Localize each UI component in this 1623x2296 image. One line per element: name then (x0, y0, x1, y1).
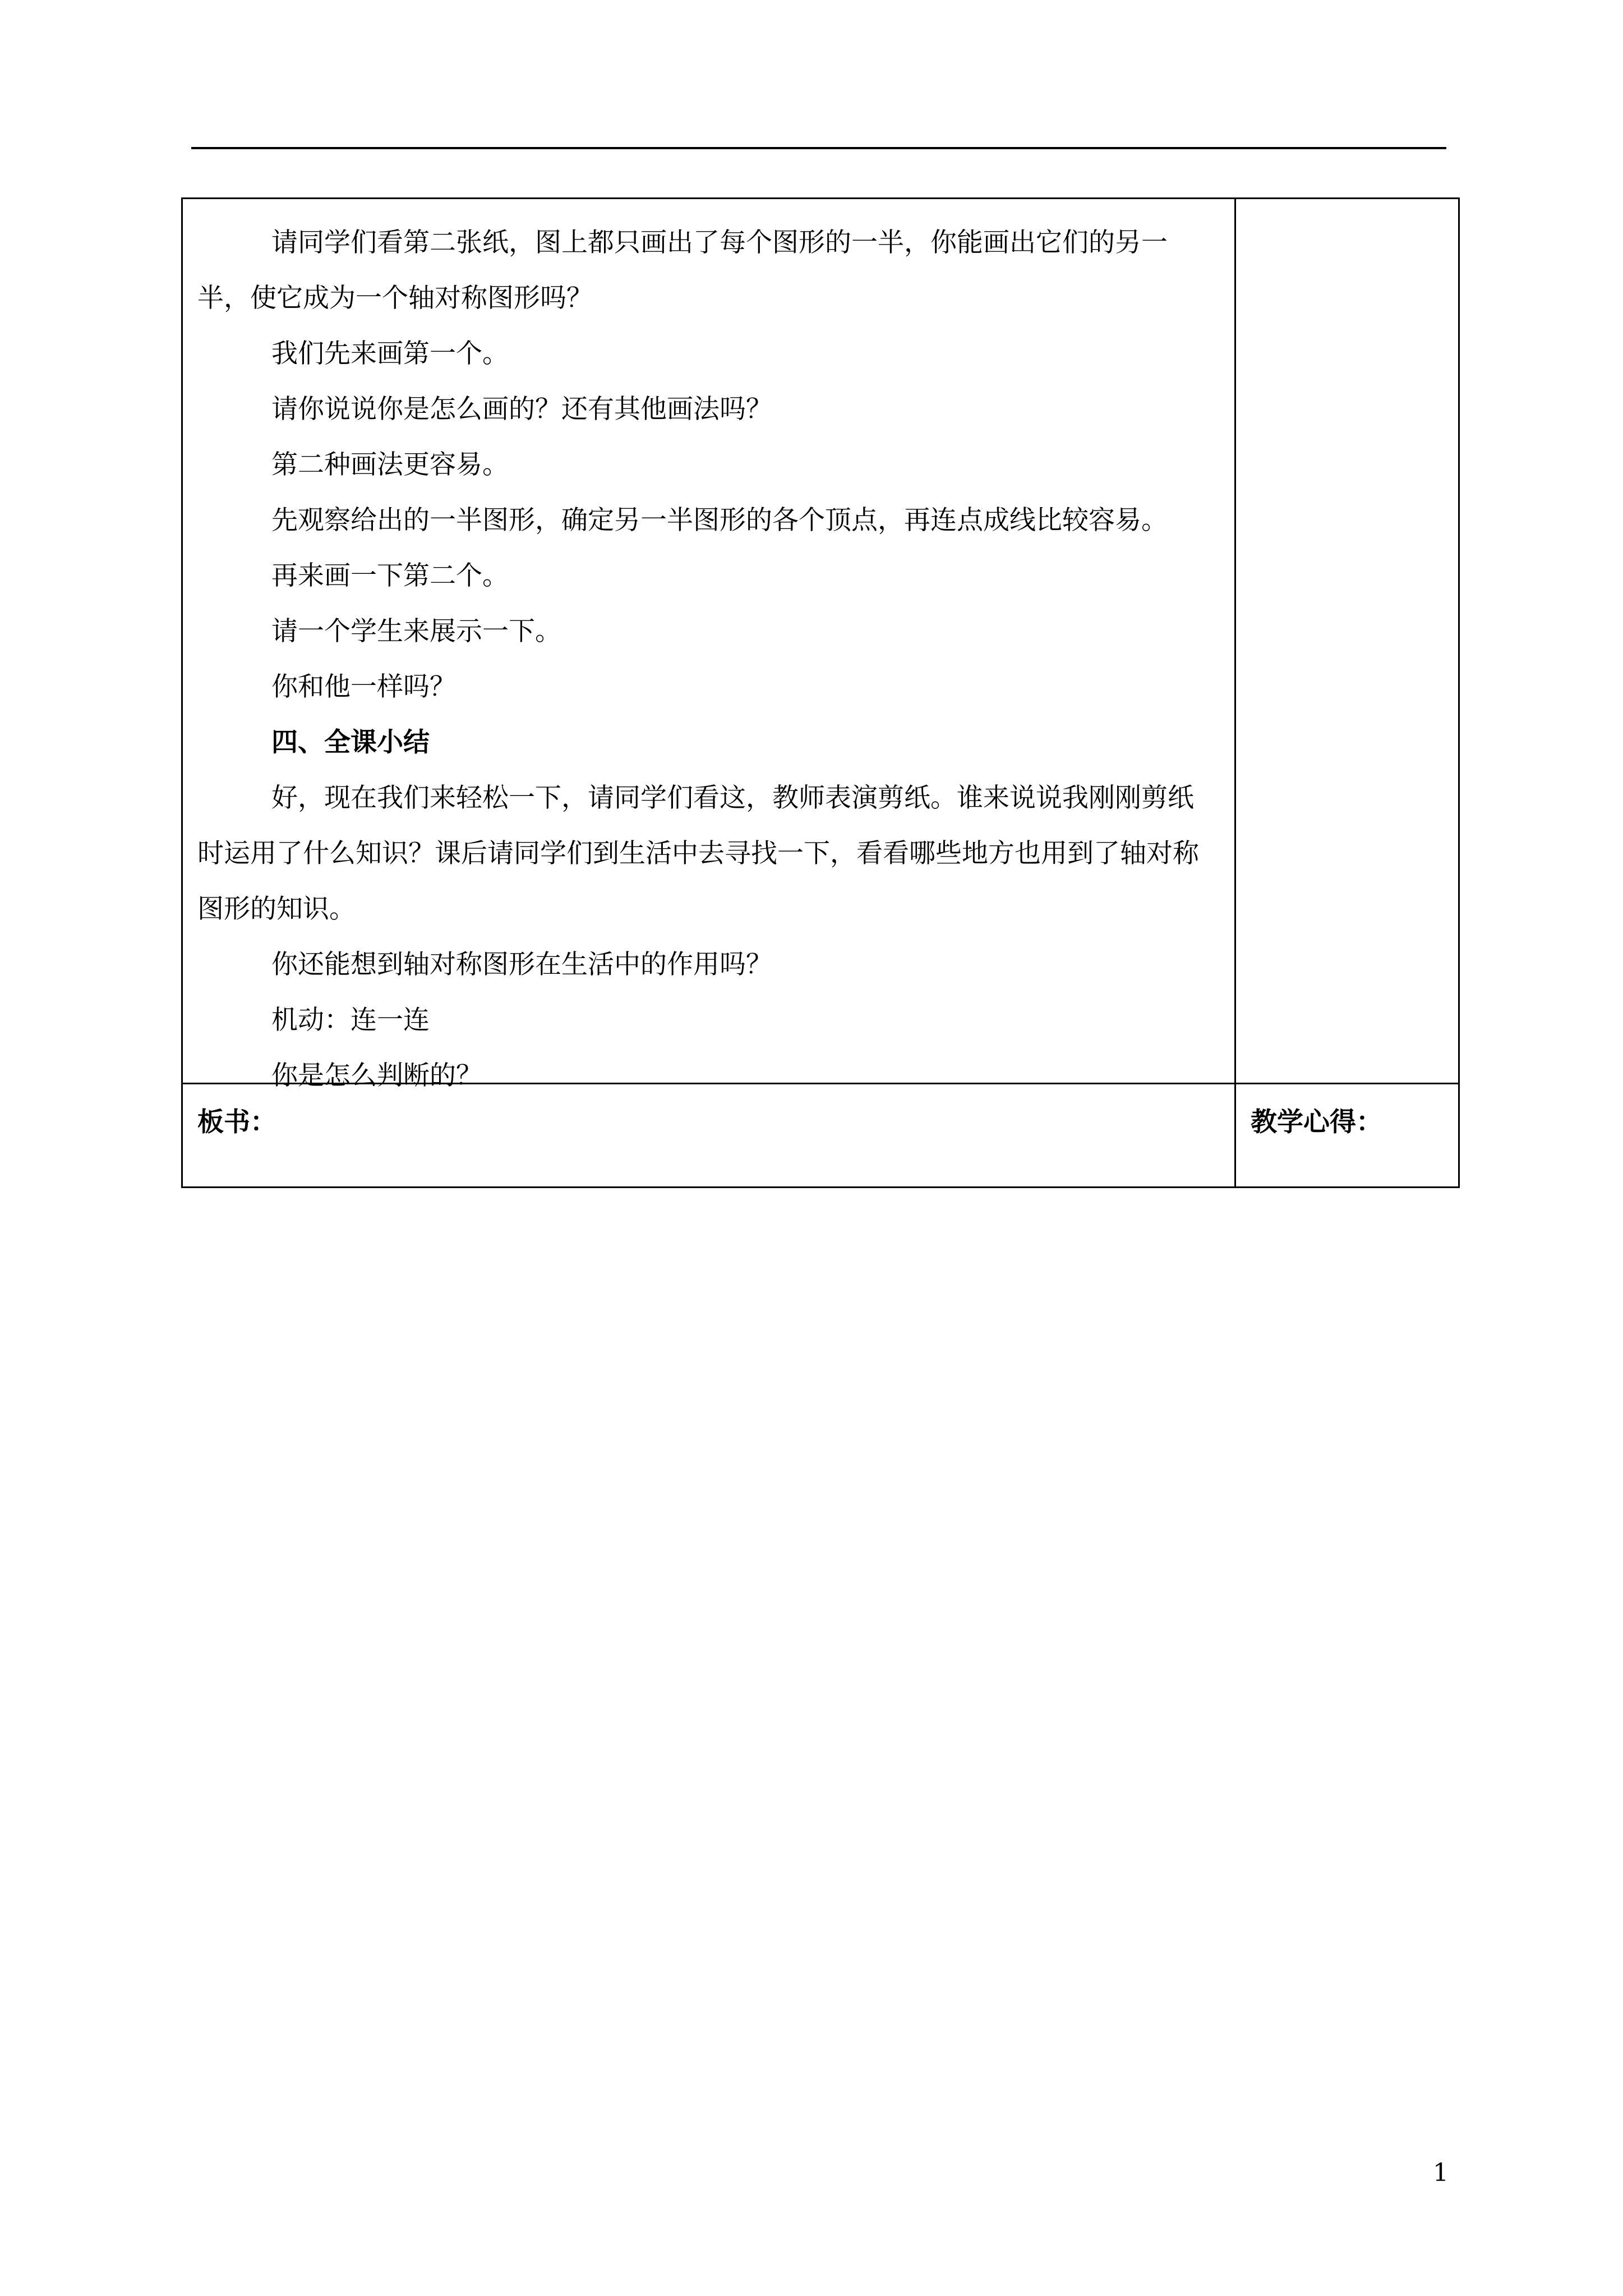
paragraph-paper-cutting: 好，现在我们来轻松一下，请同学们看这，教师表演剪纸。谁来说说我刚刚剪纸时运用了什么知识？课后请同学们到生活中去寻找一下，看看哪些地方也用到了轴对称图形的知识。 (197, 783, 1199, 924)
teaching-notes-label: 教学心得： (1251, 1107, 1382, 1138)
blackboard-label: 板书： (197, 1107, 276, 1138)
paragraph-draw-second: 再来画一下第二个。 (271, 560, 509, 591)
paragraph-observe-vertices: 先观察给出的一半图形，确定另一半图形的各个顶点，再连点成线比较容易。 (271, 505, 1168, 536)
header-rule (191, 147, 1446, 149)
paragraph-explain-method: 请你说说你是怎么画的？还有其他画法吗？ (271, 394, 772, 425)
column-divider (1234, 199, 1236, 1186)
lesson-content-cell (183, 199, 1234, 1091)
paragraph-same-question: 你和他一样吗？ (271, 671, 456, 702)
lesson-body (197, 215, 1218, 1103)
paragraph-life-use: 你还能想到轴对称图形在生活中的作用吗？ (271, 949, 772, 980)
paragraph-draw-first: 我们先来画第一个。 (271, 338, 509, 369)
paragraph-how-judge: 你是怎么判断的？ (271, 1060, 482, 1091)
page-number: 1 (1433, 2159, 1449, 2187)
paragraph-draw-other-half: 请同学们看第二张纸，图上都只画出了每个图形的一半，你能画出它们的另一半，使它成为一个轴对称图形吗？ (197, 227, 1168, 314)
paragraph-matching-activity: 机动：连一连 (271, 1005, 430, 1036)
section-heading-summary: 四、全课小结 (271, 727, 430, 758)
paragraph-second-method: 第二种画法更容易。 (271, 449, 509, 480)
lesson-plan-table (181, 197, 1460, 1188)
paragraph-student-show: 请一个学生来展示一下。 (271, 616, 561, 647)
